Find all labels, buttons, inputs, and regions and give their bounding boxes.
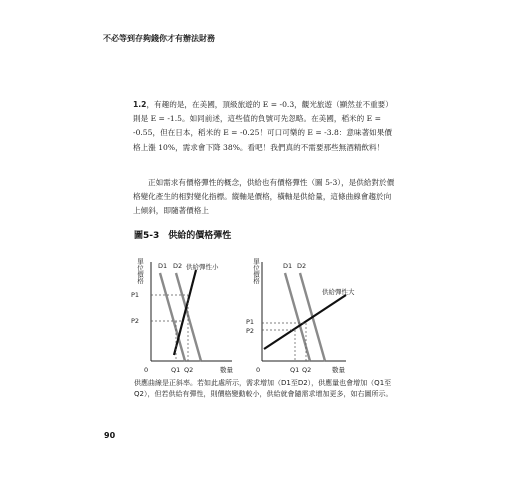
page-number: 90 <box>104 431 116 440</box>
x-tick-q1-right: Q1 <box>290 366 300 374</box>
y-axis-label-1: 單位價格 <box>136 258 144 284</box>
paragraph-1-text: ，有趣的是，在美國，頂級旅遊的 E = -0.3，觀光旅遊（顯然並不重要）則是 E = -1.5。如同前述，這些值的負號可先忽略。在美國，稻米的 E = -0.55，但在日本，稻米的 E = -0.25！可口可樂的 E = -3.8：意味著如果價格上漲 10%，需求會下降 38%。看吧！我們真的不需要那些無酒精飲料！ <box>133 100 393 152</box>
x-tick-q2-right: Q2 <box>302 366 312 374</box>
demand-line-d2 <box>176 273 201 361</box>
supply-label-1: 供給彈性小 <box>186 263 219 271</box>
chart-inelastic <box>131 257 234 374</box>
demand-label-d2: D2 <box>173 262 183 270</box>
demand-line-d1 <box>160 273 185 361</box>
demand-label-d2-right: D2 <box>297 262 307 270</box>
x-tick-q1: Q1 <box>171 366 181 374</box>
paragraph-2: 正如需求有價格彈性的概念，供給也有價格彈性（圖 5-3），是供給對於價格變化產生的相對變化指標。縱軸是價格，橫軸是供給量，這條曲線會趨於向上傾斜，即隨著價格上 <box>133 178 395 216</box>
origin-label-2: 0 <box>256 366 261 374</box>
running-head: 不必等到存夠錢你才有辦法財務 <box>103 33 215 43</box>
y-axis-label-2: 單位價格 <box>252 258 260 284</box>
y-tick-p1-right: P1 <box>246 318 255 326</box>
figure-caption: 供應曲線是正斜率。若如此處所示，需求增加（D1至D2），供應量也會增加（Q1至Q2），但若供給有彈性，則價格變動較小，供給就會隨需求增加更多，如右圖所示。 <box>134 379 393 398</box>
supply-line-inelastic <box>174 270 196 355</box>
supply-label-2: 供給彈性大 <box>322 288 355 296</box>
y-tick-p2: P2 <box>131 317 140 325</box>
chart-elastic <box>246 257 355 374</box>
y-tick-p2-right: P2 <box>246 327 255 335</box>
x-axis-label-1: 數量 <box>220 366 233 374</box>
x-axis-label-2: 數量 <box>332 366 345 374</box>
origin-label-1: 0 <box>144 366 149 374</box>
x-tick-q2: Q2 <box>184 366 194 374</box>
paragraph-number: 1.2 <box>133 100 147 109</box>
demand-label-d1: D1 <box>158 262 168 270</box>
figure-title: 圖5-3 供給的價格彈性 <box>134 231 232 241</box>
y-tick-p1: P1 <box>131 291 140 299</box>
demand-label-d1-right: D1 <box>283 262 293 270</box>
